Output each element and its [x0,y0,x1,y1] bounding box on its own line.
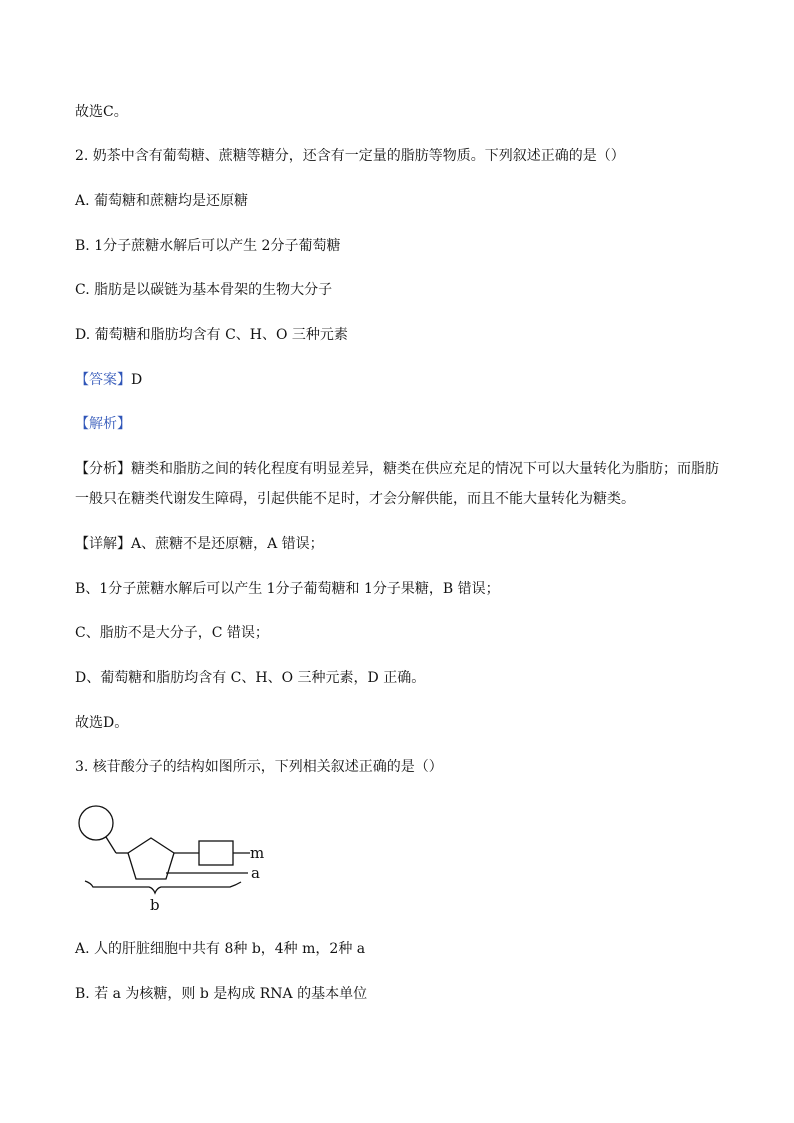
xiangjie-line-1 [75,535,324,553]
fenxi-text-1: 糖类和脂肪之间的转化程度有明显差异，糖类在供应充足的情况下可以大量转化为脂肪；而脂肪 [131,461,719,477]
xiangjie-line-2: B、1分子蔗糖水解后可以产生 1分子葡萄糖和 1分子果糖，B 错误； [75,581,500,597]
xiangjie-line-3: C、脂肪不是大分子，C 错误； [75,625,269,641]
question-2-stem: 2. 奶茶中含有葡萄糖、蔗糖等糖分，还含有一定量的脂肪等物质。下列叙述正确的是（） [75,148,625,164]
answer-value: D [131,372,143,388]
fenxi-line-1 [75,460,719,478]
question-2-option-a: A. 葡萄糖和蔗糖均是还原糖 [75,193,249,209]
question-2-option-c: C. 脂肪是以碳链为基本骨架的生物大分子 [75,282,333,298]
question-3-option-b: B. 若 a 为核糖，则 b 是构成 RNA 的基本单位 [75,986,368,1002]
question-2-option-d: D. 葡萄糖和脂肪均含有 C、H、O 三种元素 [75,327,348,343]
phosphate-bond-line [106,837,116,853]
phosphate-circle [79,806,113,840]
label-m: m [250,844,265,862]
analysis-tag: 【解析】 [75,416,131,432]
label-a: a [251,864,260,882]
conclusion-line-1: 故选C。 [75,104,128,120]
base-rectangle [199,841,233,865]
answer-tag: 【答案】 [75,372,131,388]
brace-b [85,881,241,893]
analysis-line [75,415,131,433]
question-2-option-b: B. 1分子蔗糖水解后可以产生 2分子葡萄糖 [75,238,341,254]
xiangjie-tag: 【详解】 [75,536,131,552]
conclusion-line-2: 故选D。 [75,715,129,731]
xiangjie-text-1: A、蔗糖不是还原糖，A 错误； [131,536,324,552]
xiangjie-line-4: D、葡萄糖和脂肪均含有 C、H、O 三种元素，D 正确。 [75,670,426,686]
fenxi-line-2: 一般只在糖类代谢发生障碍，引起供能不足时，才会分解供能，而且不能大量转化为糖类。 [75,491,635,507]
fenxi-tag: 【分析】 [75,461,131,477]
answer-line [75,371,142,389]
question-3-stem: 3. 核苷酸分子的结构如图所示，下列相关叙述正确的是（） [75,759,443,775]
question-3-option-a: A. 人的肝脏细胞中共有 8种 b，4种 m，2种 a [75,941,366,957]
label-b: b [150,896,160,914]
nucleotide-diagram [70,798,290,918]
